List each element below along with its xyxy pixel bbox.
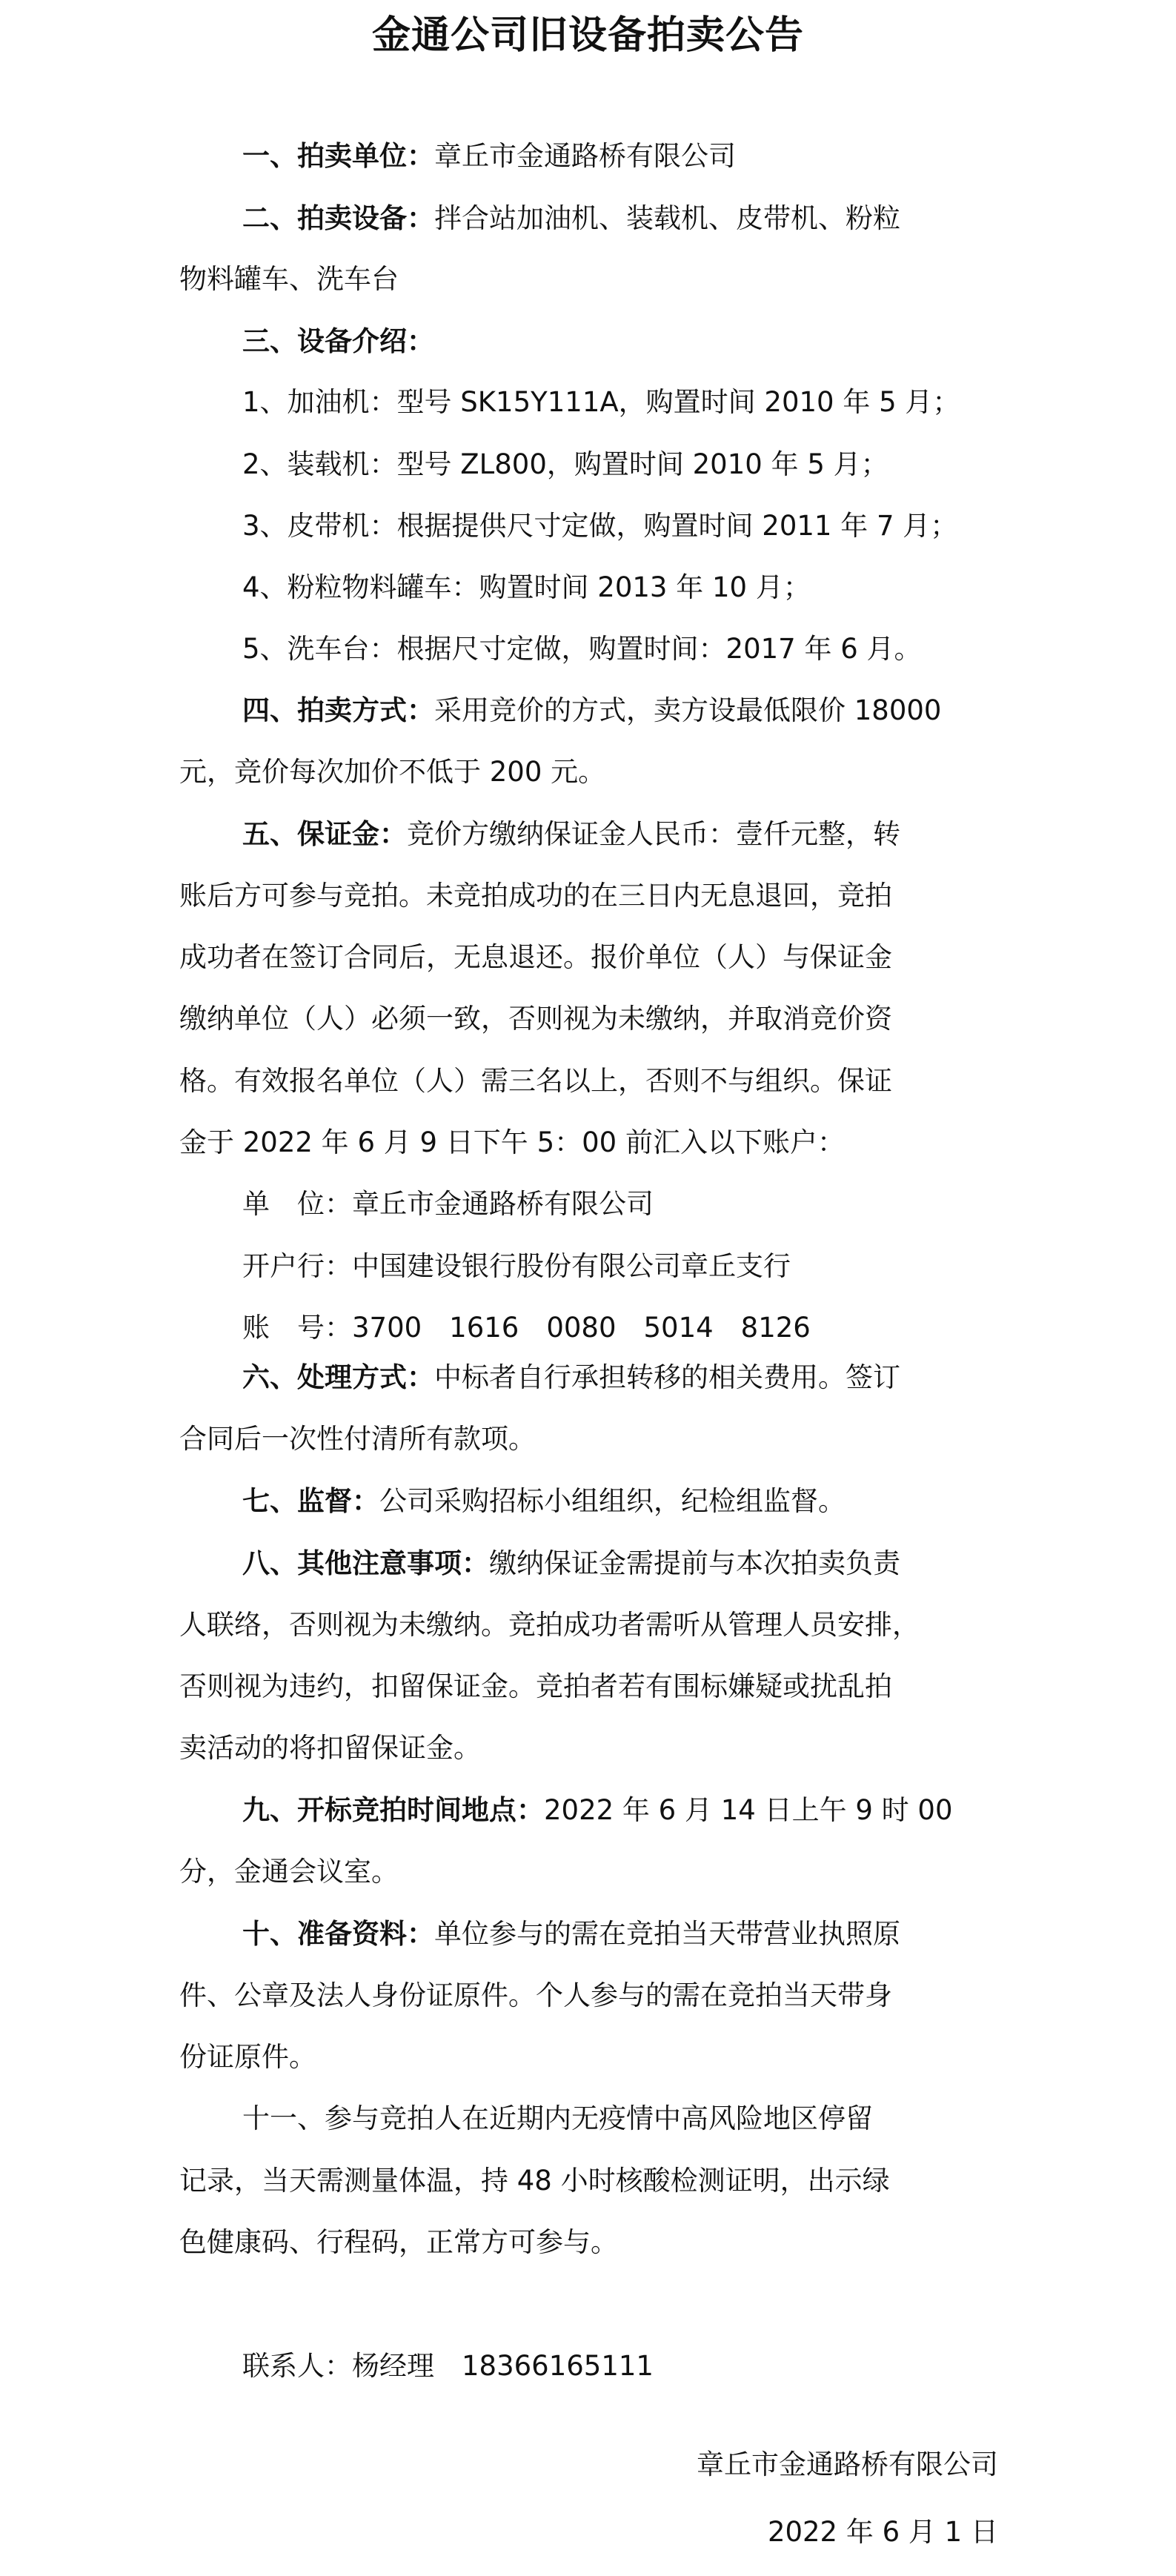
item-text-continuation: 分，金通会议室。 <box>179 1856 399 1888</box>
item-auction-unit <box>242 138 736 175</box>
item-materials <box>242 1916 900 1953</box>
equipment-list-item: 4、粉粒物料罐车：购置时间 2013 年 10 月； <box>242 571 811 603</box>
account-bank: 开户行：中国建设银行股份有限公司章丘支行 <box>242 1250 791 1282</box>
item-bid-time-place <box>242 1792 953 1829</box>
item-text: 竞价方缴纳保证金人民币：壹仟元整，转 <box>407 818 900 850</box>
item-text-continuation: 账后方可参与竞拍。未竞拍成功的在三日内无息退回，竞拍 <box>179 880 892 912</box>
item-text-continuation: 成功者在签订合同后，无息退还。报价单位（人）与保证金 <box>179 941 892 973</box>
item-heading: 八、其他注意事项： <box>242 1547 489 1579</box>
item-heading: 三、设备介绍： <box>242 325 434 357</box>
item-text-continuation: 合同后一次性付清所有款项。 <box>179 1423 536 1455</box>
item-heading: 二、拍卖设备： <box>242 202 434 234</box>
item-heading: 九、开标竞拍时间地点： <box>242 1794 544 1826</box>
item-text: 章丘市金通路桥有限公司 <box>434 140 736 172</box>
item-text-continuation: 件、公章及法人身份证原件。个人参与的需在竞拍当天带身 <box>179 1979 892 2011</box>
document-title: 金通公司旧设备拍卖公告 <box>371 13 804 58</box>
account-number: 账 号：3700 1616 0080 5014 8126 <box>242 1312 811 1344</box>
item-heading: 五、保证金： <box>242 818 407 850</box>
item-heading: 六、处理方式： <box>242 1361 434 1393</box>
item-text: 采用竞价的方式，卖方设最低限价 18000 <box>434 694 942 726</box>
item-text: 缴纳保证金需提前与本次拍卖负责 <box>489 1547 900 1579</box>
item-supervision <box>242 1483 846 1520</box>
signature-company: 章丘市金通路桥有限公司 <box>697 2449 998 2480</box>
item-text: 拌合站加油机、装载机、皮带机、粉粒 <box>434 202 900 234</box>
item-text: 中标者自行承担转移的相关费用。签订 <box>434 1361 900 1393</box>
equipment-list-item: 2、装载机：型号 ZL800，购置时间 2010 年 5 月； <box>242 448 888 480</box>
equipment-list-item: 1、加油机：型号 SK15Y111A，购置时间 2010 年 5 月； <box>242 386 960 418</box>
item-text: 公司采购招标小组组织，纪检组监督。 <box>379 1485 846 1517</box>
item-text-continuation: 卖活动的将扣留保证金。 <box>179 1732 481 1764</box>
item-text-continuation: 格。有效报名单位（人）需三名以上，否则不与组织。保证 <box>179 1065 892 1097</box>
item-heading: 四、拍卖方式： <box>242 694 434 726</box>
item-text-continuation: 金于 2022 年 6 月 9 日下午 5：00 前汇入以下账户： <box>179 1126 845 1158</box>
item-text-continuation: 人联络，否则视为未缴纳。竞拍成功者需听从管理人员安排， <box>179 1609 920 1641</box>
equipment-list-item: 5、洗车台：根据尺寸定做，购置时间：2017 年 6 月。 <box>242 633 922 665</box>
item-text-continuation: 记录，当天需测量体温，持 48 小时核酸检测证明，出示绿 <box>179 2165 890 2197</box>
item-other-notes <box>242 1545 900 1582</box>
contact-person: 联系人：杨经理 18366165111 <box>242 2350 654 2382</box>
item-text-continuation: 否则视为违约，扣留保证金。竞拍者若有围标嫌疑或扰乱拍 <box>179 1670 892 1702</box>
item-text-continuation: 缴纳单位（人）必须一致，否则视为未缴纳，并取消竞价资 <box>179 1003 892 1035</box>
item-heading: 十、准备资料： <box>242 1918 434 1950</box>
item-epidemic-requirements: 十一、参与竞拍人在近期内无疫情中高风险地区停留 <box>242 2102 873 2134</box>
item-text-continuation: 份证原件。 <box>179 2041 316 2073</box>
item-equipment-intro <box>242 323 434 360</box>
item-text-continuation: 元，竞价每次加价不低于 200 元。 <box>179 756 606 788</box>
item-text: 单位参与的需在竞拍当天带营业执照原 <box>434 1918 900 1950</box>
account-unit: 单 位：章丘市金通路桥有限公司 <box>242 1188 654 1220</box>
item-heading: 七、监督： <box>242 1485 379 1517</box>
item-text: 2022 年 6 月 14 日上午 9 时 00 <box>544 1794 953 1826</box>
item-handling-method <box>242 1359 900 1396</box>
item-auction-method <box>242 692 941 729</box>
item-heading: 一、拍卖单位： <box>242 140 434 172</box>
item-auction-equipment <box>242 200 900 237</box>
equipment-list-item: 3、皮带机：根据提供尺寸定做，购置时间 2011 年 7 月； <box>242 510 958 542</box>
signature-date: 2022 年 6 月 1 日 <box>767 2516 998 2548</box>
item-text-continuation: 物料罐车、洗车台 <box>179 263 399 295</box>
item-text-continuation: 色健康码、行程码，正常方可参与。 <box>179 2226 618 2258</box>
item-deposit <box>242 816 900 853</box>
